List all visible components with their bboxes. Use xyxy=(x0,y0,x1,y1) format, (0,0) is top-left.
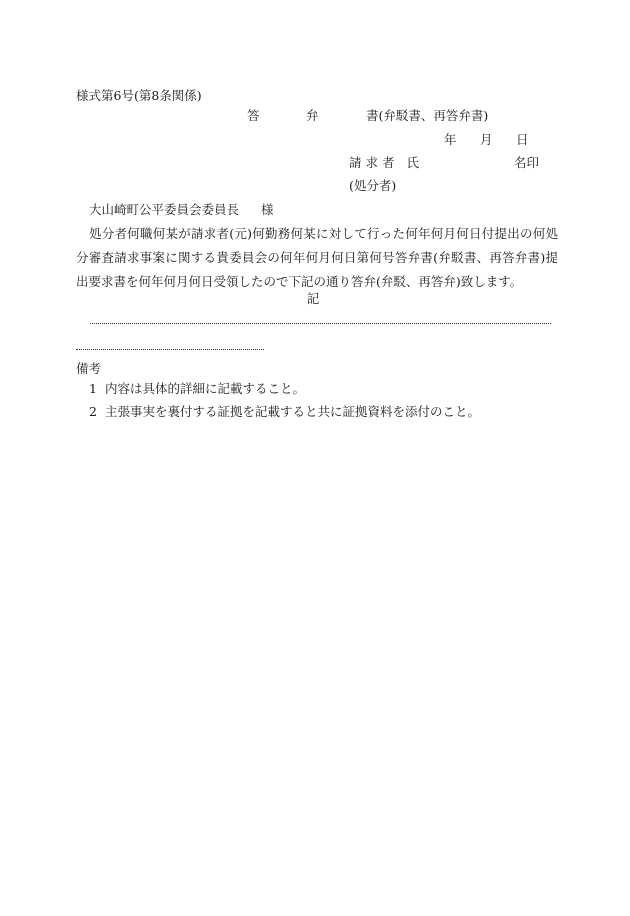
date-month: 月 xyxy=(480,132,493,147)
claimant-line xyxy=(0,155,630,171)
body-paragraph: 処分者何職何某が請求者(元)何勤務何某に対して行った何年何月何日付提出の何処分審査請求事案に関する貴委員会の何年何月何日第何号答弁書(弁駁書、再答弁書)提出要求書を何年何月何日受領したので下記の通り答弁(弁駁、再答弁)致します。 xyxy=(76,226,558,289)
remark-text: 主張事実を裏付する証拠を記載すると共に証拠資料を添付のこと。 xyxy=(105,404,481,419)
remarks-heading: 備考 xyxy=(76,361,102,376)
date-year: 年 xyxy=(444,132,457,147)
title-part-3: 書(弁駁書、再答弁書) xyxy=(366,108,489,123)
form-number-label: 様式第6号(第8条関係) xyxy=(76,88,202,103)
ki-label: 記 xyxy=(306,291,320,306)
title-part-1: 答 xyxy=(247,108,260,123)
seal-label: 名印 xyxy=(514,155,540,170)
date-day: 日 xyxy=(516,132,529,147)
title-part-2: 弁 xyxy=(306,108,319,123)
ki-heading xyxy=(0,291,630,307)
disposer-label: (処分者) xyxy=(349,178,397,193)
addressee-honorific: 様 xyxy=(261,202,274,217)
remark-text: 内容は具体的詳細に記載すること。 xyxy=(105,381,306,396)
remark-number: 2 xyxy=(89,404,97,419)
claimant-name-label: 請求者 氏 xyxy=(349,155,423,170)
date-line xyxy=(0,132,630,148)
document-title xyxy=(0,108,630,124)
addressee-name: 大山崎町公平委員会委員長 xyxy=(89,202,240,217)
remark-number: 1 xyxy=(89,381,97,396)
remark-item xyxy=(89,404,480,420)
addressee-line xyxy=(89,202,274,218)
remark-item xyxy=(89,381,305,397)
dotted-entry-line-1 xyxy=(90,323,551,324)
dotted-entry-line-2 xyxy=(76,349,264,350)
